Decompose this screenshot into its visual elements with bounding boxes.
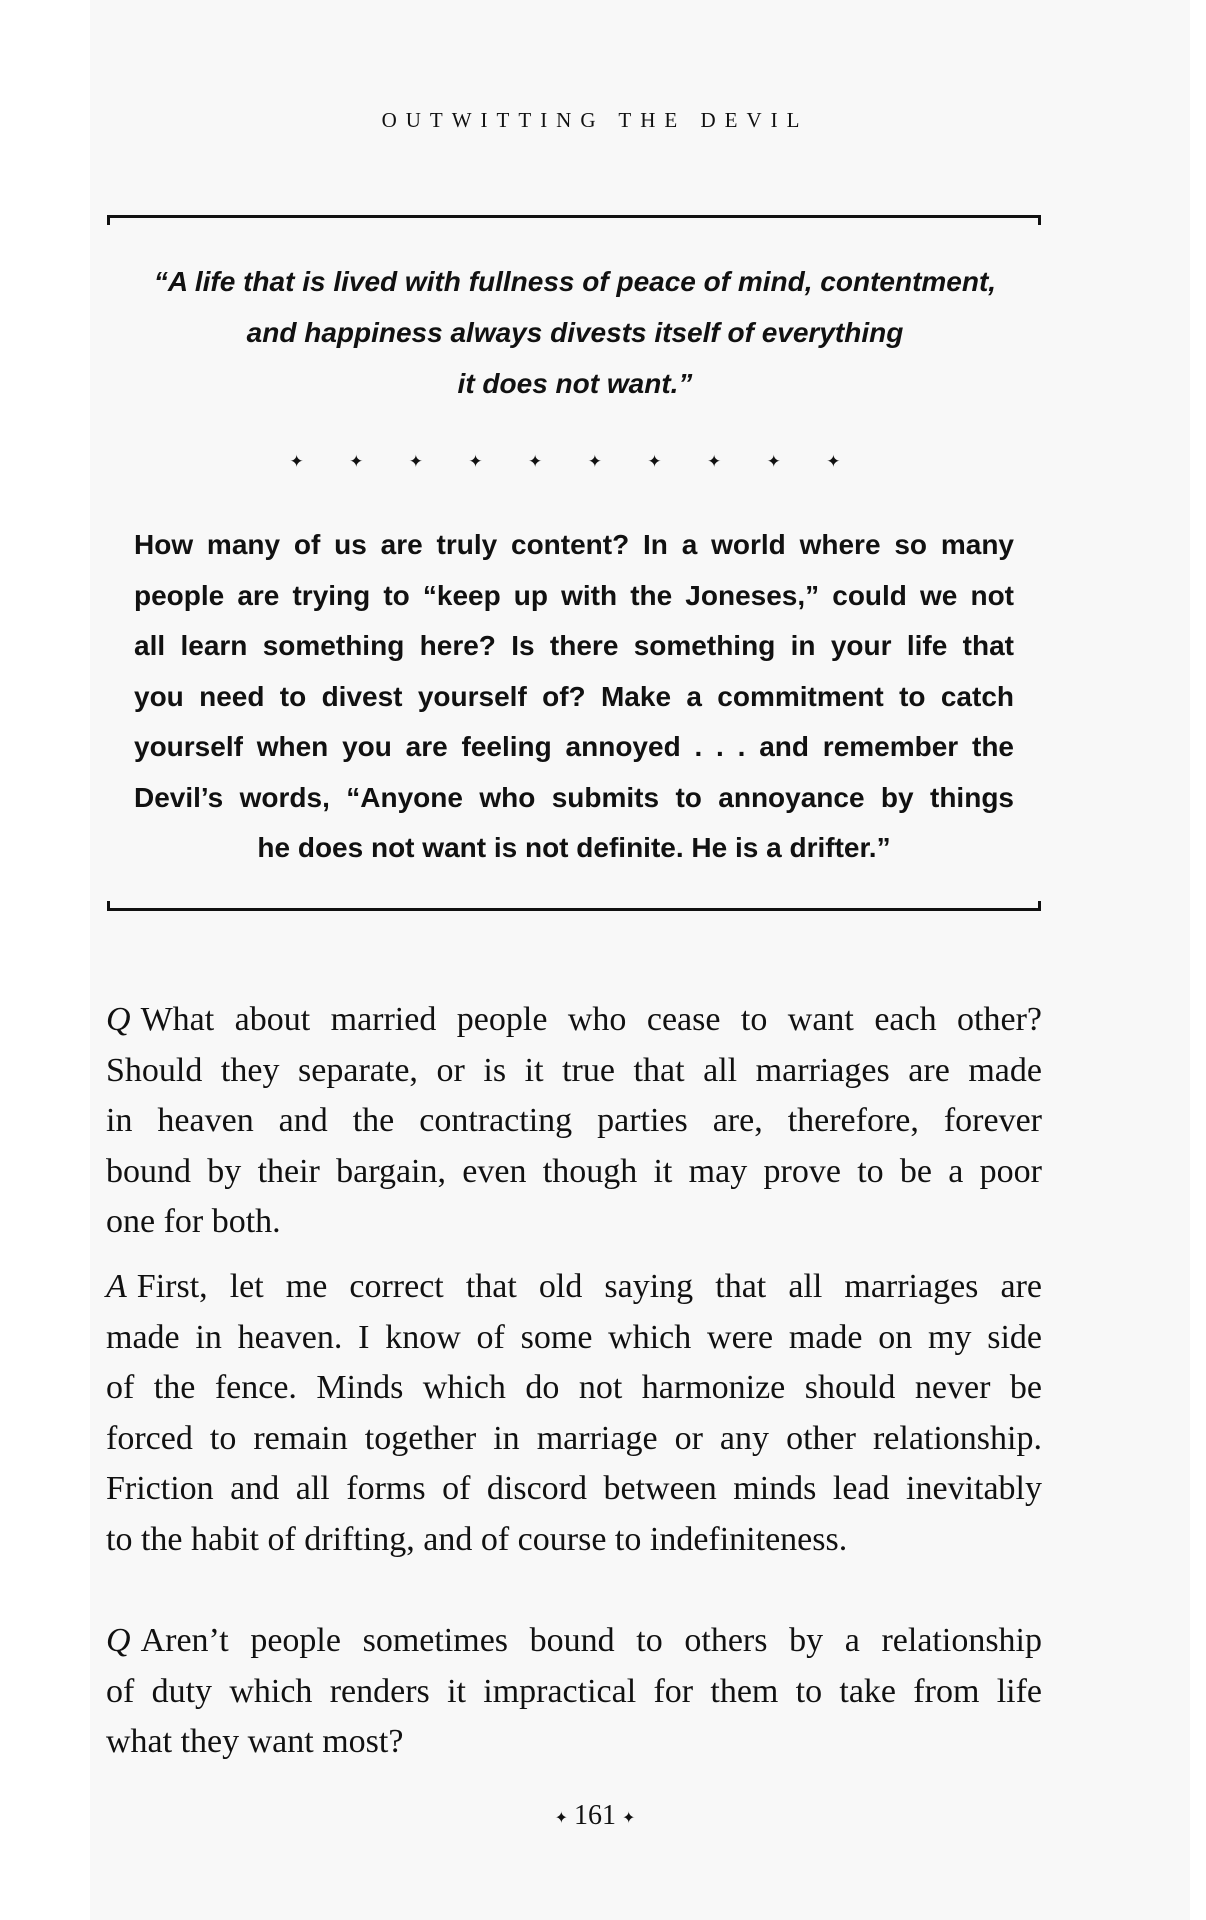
- paragraph-line: what they want most?: [106, 1723, 404, 1760]
- paragraph-line: one for both.: [106, 1203, 281, 1240]
- paragraph-line: of the fence. Minds which do not harmonize should never be: [106, 1369, 1042, 1406]
- running-head: OUTWITTING THE DEVIL: [381, 108, 809, 132]
- commentary-line: Devil’s words, “Anyone who submits to annoyance by things: [134, 781, 1014, 813]
- paragraph-line: forced to remain together in marriage or any other relationship.: [106, 1419, 1042, 1457]
- paragraph-line: to the habit of drifting, and of course to indefiniteness.: [106, 1520, 848, 1558]
- paragraph-line: Friction and all forms of discord between minds lead inevitably: [106, 1470, 1042, 1507]
- quote-line: “A life that is lived with fullness of peace of mind, contentment,: [153, 266, 997, 297]
- quote-line: and happiness always divests itself of everything: [246, 317, 904, 348]
- paragraph-line: of duty which renders it impractical for them to take from life: [106, 1672, 1042, 1710]
- answer-paragraph: [106, 1262, 1042, 1565]
- commentary-line: you need to divest yourself of? Make a commitment to catch: [134, 680, 1014, 712]
- commentary-line: yourself when you are feeling annoyed . . . and remember the: [134, 731, 1014, 762]
- commentary-line: people are trying to “keep up with the Joneses,” could we not: [134, 579, 1014, 611]
- question-marker: Q: [106, 1622, 131, 1659]
- commentary-line: all learn something here? Is there something in your life that: [134, 630, 1014, 661]
- diamond-ornament-icon: ✦: [554, 1809, 568, 1827]
- rule-tick-right: [1038, 901, 1041, 911]
- commentary-line: he does not want is not definite. He is a drifter.”: [257, 832, 891, 863]
- page-number: [90, 1800, 1100, 1832]
- paragraph-line: [106, 1616, 1042, 1667]
- ornament-divider: ✦ ✦ ✦ ✦ ✦ ✦ ✦ ✦ ✦ ✦: [289, 452, 861, 472]
- commentary-box: [134, 520, 1014, 874]
- question-paragraph: [106, 1616, 1042, 1768]
- page-number-text: 161: [574, 1800, 616, 1831]
- paragraph-line: Should they separate, or is it true that all marriages are made: [106, 1051, 1042, 1089]
- paragraph-line: bound by their bargain, even though it may prove to be a poor: [106, 1152, 1042, 1190]
- paragraph-first-line: First, let me correct that old saying that all marriages are: [136, 1268, 1042, 1305]
- commentary-line: How many of us are truly content? In a world where so many: [134, 529, 1014, 560]
- answer-marker: A: [106, 1268, 127, 1305]
- rule-tick-left: [107, 215, 110, 225]
- epigraph-quote: [110, 256, 1040, 409]
- paragraph-line: [106, 995, 1042, 1046]
- paragraph-first-line: Aren’t people sometimes bound to others by a relationship: [140, 1622, 1042, 1659]
- paragraph-line: [106, 1262, 1042, 1313]
- paragraph-line: made in heaven. I know of some which were made on my side: [106, 1318, 1042, 1356]
- rule-tick-left: [107, 901, 110, 911]
- paragraph-line: in heaven and the contracting parties are, therefore, forever: [106, 1102, 1042, 1139]
- rule-tick-right: [1038, 215, 1041, 225]
- question-paragraph: [106, 995, 1042, 1248]
- sidebar-top-rule: [107, 215, 1041, 218]
- paragraph-first-line: What about married people who cease to want each other?: [140, 1001, 1042, 1038]
- quote-line: it does not want.”: [457, 368, 693, 399]
- diamond-ornament-icon: ✦: [622, 1809, 636, 1827]
- question-marker: Q: [106, 1001, 131, 1038]
- sidebar-bottom-rule: [107, 908, 1041, 911]
